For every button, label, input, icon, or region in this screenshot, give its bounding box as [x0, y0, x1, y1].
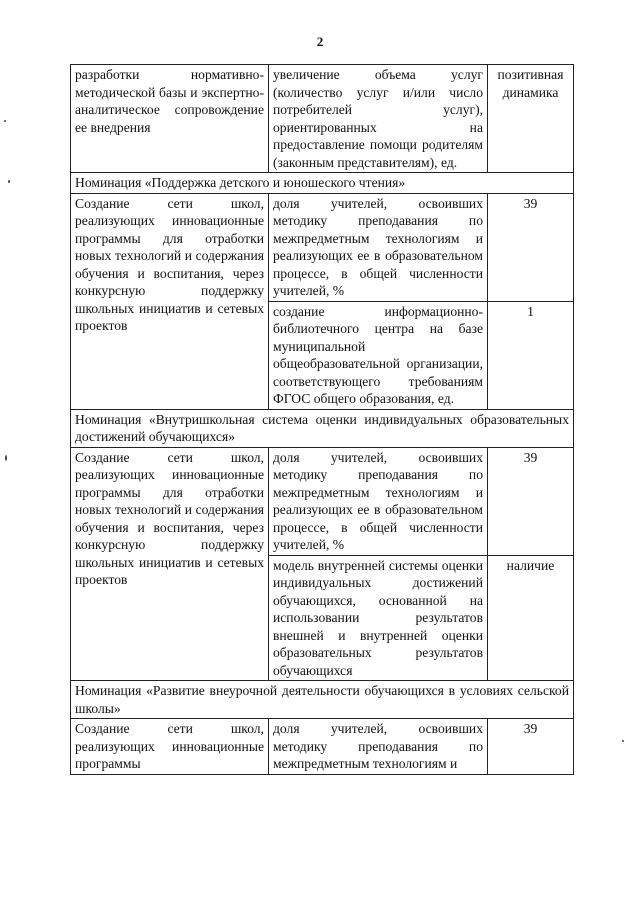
value-cell: 39 [488, 719, 574, 775]
nomination-heading: Номинация «Внутришкольная система оценки индивидуальных образовательных достижений обучающихся» [71, 409, 574, 447]
project-cell: разработки нормативно-методической базы и экспертно-аналитическое сопровождение ее внедрения [71, 65, 269, 173]
project-cell: Создание сети школ, реализующих инновационные программы для отработки новых технологий и содержания обучения и воспитания, через конкурсную поддержку школьных инициатив и сетевых проектов [71, 193, 269, 409]
indicator-cell: создание информационно-библиотечного центра на базе муниципальной общеобразовательной организации, соответствующего требованиям ФГОС общего образования, ед. [269, 301, 488, 409]
value-cell: 39 [488, 193, 574, 301]
value-cell: 39 [488, 447, 574, 555]
project-cell: Создание сети школ, реализующих инновационные программы [71, 719, 269, 775]
table-row [71, 719, 574, 775]
scan-speck [622, 740, 624, 742]
nomination-heading: Номинация «Поддержка детского и юношеского чтения» [71, 173, 574, 194]
nomination-row [71, 681, 574, 719]
nomination-row [71, 173, 574, 194]
value-cell: 1 [488, 301, 574, 409]
indicator-cell: доля учителей, освоивших методику преподавания по межпредметным технологиям и [269, 719, 488, 775]
nomination-heading: Номинация «Развитие внеурочной деятельности обучающихся в условиях сельской школы» [71, 681, 574, 719]
value-cell: позитивная динамика [488, 65, 574, 173]
indicator-cell: доля учителей, освоивших методику преподавания по межпредметным технологиям и реализующих ее в образовательном процессе, в общей численности учителей, % [269, 193, 488, 301]
scan-speck [4, 120, 6, 122]
table-row [71, 65, 574, 173]
nomination-row [71, 409, 574, 447]
indicator-cell: увеличение объема услуг (количество услуг и/или число потребителей услуг), ориентированных на предоставление помощи родителям (законным представителям), ед. [269, 65, 488, 173]
value-cell: наличие [488, 555, 574, 681]
table-row [71, 193, 574, 301]
page-number: 2 [316, 34, 324, 49]
table-row [71, 447, 574, 555]
indicator-cell: модель внутренней системы оценки индивидуальных достижений обучающихся, основанной на использовании результатов внешней и внутренней оценки образовательных результатов обучающихся [269, 555, 488, 681]
indicators-table [70, 64, 574, 775]
indicator-cell: доля учителей, освоивших методику преподавания по межпредметным технологиям и реализующих ее в образовательном процессе, в общей численности учителей, % [269, 447, 488, 555]
scan-speck [5, 455, 7, 461]
project-cell: Создание сети школ, реализующих инновационные программы для отработки новых технологий и содержания обучения и воспитания, через конкурсную поддержку школьных инициатив и сетевых проектов [71, 447, 269, 681]
scan-speck [8, 180, 10, 183]
